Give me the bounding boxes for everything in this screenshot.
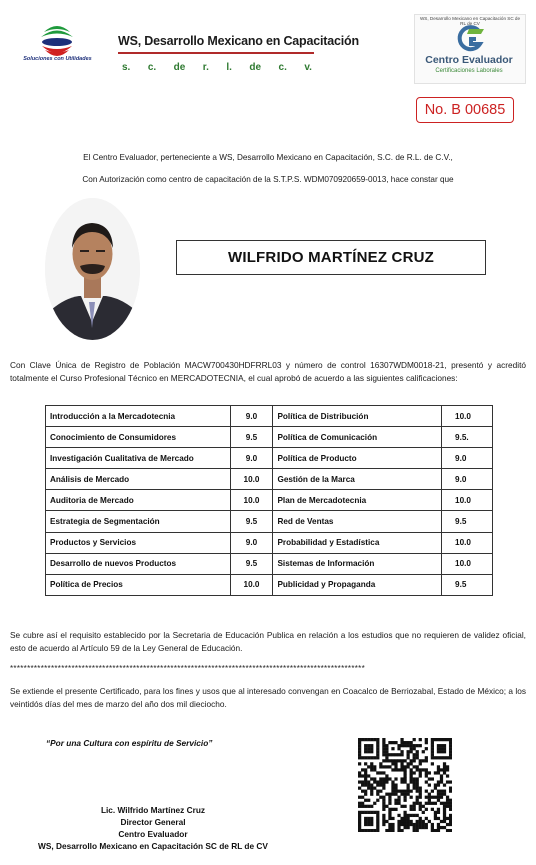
grade-cell: 9.5 <box>230 553 273 574</box>
grades-row <box>46 448 493 469</box>
intro-line-1: El Centro Evaluador, perteneciente a WS, Desarrollo Mexicano en Capacitación, S.C. de R.L. de C.V., <box>83 153 453 162</box>
grade-cell: 9.5. <box>442 427 493 448</box>
suffix-part: de <box>249 62 262 73</box>
suffix-part: de <box>173 62 186 73</box>
subject-cell: Estrategia de Segmentación <box>46 511 231 532</box>
separator-line: ******************************************************************************************************** <box>10 664 365 673</box>
grade-cell: 9.0 <box>230 448 273 469</box>
organization-legal-suffix <box>122 62 312 73</box>
subject-cell: Política de Distribución <box>273 406 442 427</box>
logo-tagline: Soluciones con Utilidades <box>23 56 92 62</box>
grades-row <box>46 469 493 490</box>
grade-cell: 9.5 <box>230 427 273 448</box>
signatory-name: Lic. Wilfrido Martínez Cruz <box>100 805 206 815</box>
grade-cell: 10.0 <box>442 532 493 553</box>
subject-cell: Política de Precios <box>46 574 231 595</box>
subject-cell: Introducción a la Mercadotecnia <box>46 406 231 427</box>
issuance-statement: Se extiende el presente Certificado, para los fines y usos que al interesado convengan en Coacalco de Berriozabal, Estado de México; a los veintidós días del mes de marzo del año dos mil dieciocho. <box>10 686 526 710</box>
suffix-part: s. <box>122 62 131 73</box>
subject-cell: Productos y Servicios <box>46 532 231 553</box>
grade-cell: 10.0 <box>442 406 493 427</box>
grade-cell: 10.0 <box>442 490 493 511</box>
evaluator-subtitle: Certificaciones Laborales <box>435 68 503 74</box>
grade-cell: 9.5 <box>442 511 493 532</box>
suffix-part: r. <box>202 62 209 73</box>
requirement-statement: Se cubre así el requisito establecido por la Secretaria de Educación Publica en relación a los estudios que no requieren de validez oficial, esto de acuerdo al Artículo 59 de la Ley General de Educación. <box>10 630 526 654</box>
qr-code <box>358 738 452 832</box>
organization-name: WS, Desarrollo Mexicano en Capacitación <box>118 34 359 48</box>
subject-cell: Auditoria de Mercado <box>46 490 231 511</box>
subject-cell: Política de Comunicación <box>273 427 442 448</box>
grades-row <box>46 511 493 532</box>
subject-cell: Red de Ventas <box>273 511 442 532</box>
subject-cell: Sistemas de Información <box>273 553 442 574</box>
subject-cell: Publicidad y Propaganda <box>273 574 442 595</box>
recipient-photo <box>45 198 140 340</box>
grade-cell: 9.0 <box>230 406 273 427</box>
subject-cell: Plan de Mercadotecnia <box>273 490 442 511</box>
subject-cell: Investigación Cualitativa de Mercado <box>46 448 231 469</box>
signatory-unit: Centro Evaluador <box>118 829 188 839</box>
grade-cell: 9.5 <box>230 511 273 532</box>
signatory-organization: WS, Desarrollo Mexicano en Capacitación SC de RL de CV <box>38 841 268 851</box>
grade-cell: 10.0 <box>230 469 273 490</box>
suffix-part: c. <box>147 62 157 73</box>
suffix-part: l. <box>226 62 232 73</box>
intro-line-2: Con Autorización como centro de capacitación de la S.T.P.S. WDM070920659-0013, hace constar que <box>82 175 454 184</box>
certificate-folio: No. B 00685 <box>416 97 514 123</box>
evaluator-name: Centro Evaluador <box>425 54 513 66</box>
course-statement: Con Clave Única de Registro de Población MACW700430HDFRRL03 y número de control 16307WDM0018-21, presentó y acreditó totalmente el Curso Profesional Técnico en MERCADOTECNIA, el cual aprobó de acuerdo a las siguientes calificaciones: <box>10 360 526 384</box>
recipient-name: WILFRIDO MARTÍNEZ CRUZ <box>176 240 486 275</box>
company-logo <box>10 18 105 70</box>
grade-cell: 10.0 <box>230 574 273 595</box>
grade-cell: 10.0 <box>230 490 273 511</box>
grade-cell: 10.0 <box>442 553 493 574</box>
suffix-part: v. <box>304 62 312 73</box>
grades-row <box>46 553 493 574</box>
grades-row <box>46 490 493 511</box>
grade-cell: 9.0 <box>442 469 493 490</box>
signatory-title: Director General <box>120 817 186 827</box>
motto: “Por una Cultura con espíritu de Servicio” <box>46 738 213 748</box>
suffix-part: c. <box>278 62 287 73</box>
grades-row <box>46 406 493 427</box>
organization-divider <box>118 52 314 54</box>
grades-table <box>45 405 493 596</box>
subject-cell: Gestión de la Marca <box>273 469 442 490</box>
subject-cell: Conocimiento de Consumidores <box>46 427 231 448</box>
grades-row <box>46 532 493 553</box>
evaluator-emblem-icon <box>455 25 485 53</box>
grade-cell: 9.0 <box>442 448 493 469</box>
grade-cell: 9.5 <box>442 574 493 595</box>
subject-cell: Probabilidad y Estadística <box>273 532 442 553</box>
grade-cell: 9.0 <box>230 532 273 553</box>
subject-cell: Análisis de Mercado <box>46 469 231 490</box>
subject-cell: Política de Producto <box>273 448 442 469</box>
subject-cell: Desarrollo de nuevos Productos <box>46 553 231 574</box>
grades-row <box>46 574 493 595</box>
evaluator-logo-caption: WS, Desarrollo Mexicano en Capacitación SC de RL de CV <box>419 16 521 26</box>
grades-row <box>46 427 493 448</box>
